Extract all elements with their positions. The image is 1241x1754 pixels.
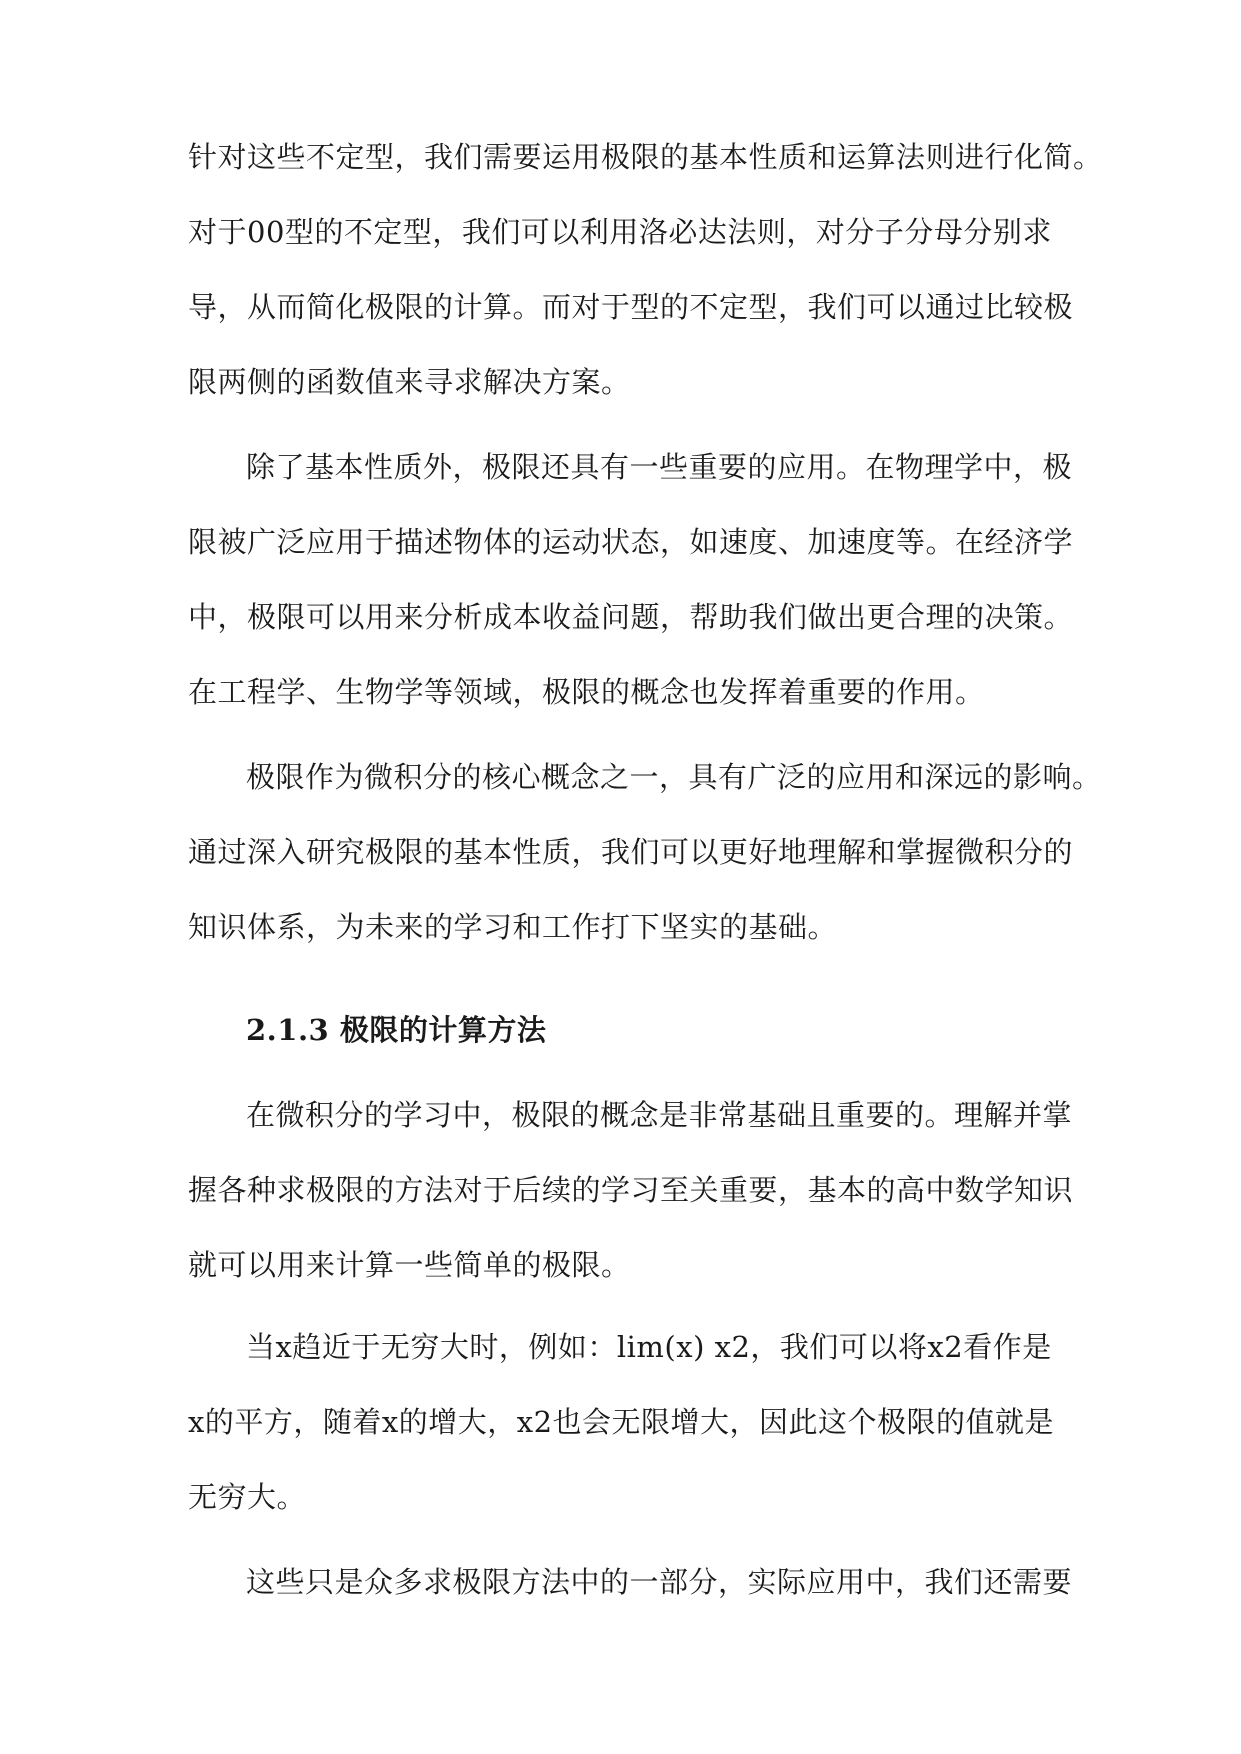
paragraph-line: 无穷大。 xyxy=(188,1480,307,1514)
paragraph-line: 当x趋近于无穷大时，例如：lim(x) x2，我们可以将x2看作是 xyxy=(246,1330,1052,1364)
paragraph-line: 就可以用来计算一些简单的极限。 xyxy=(188,1248,631,1282)
paragraph-line: 知识体系，为未来的学习和工作打下坚实的基础。 xyxy=(188,910,838,944)
paragraph-line: 针对这些不定型，我们需要运用极限的基本性质和运算法则进行化简。 xyxy=(188,140,1103,174)
paragraph-line: 在微积分的学习中，极限的概念是非常基础且重要的。理解并掌 xyxy=(246,1098,1073,1132)
paragraph-line: 极限作为微积分的核心概念之一，具有广泛的应用和深远的影响。 xyxy=(246,760,1102,794)
section-heading: 2.1.3 极限的计算方法 xyxy=(246,1013,547,1047)
paragraph-line: 对于00型的不定型，我们可以利用洛必达法则，对分子分母分别求 xyxy=(188,215,1052,249)
paragraph-line: 限两侧的函数值来寻求解决方案。 xyxy=(188,365,631,399)
paragraph-line: 除了基本性质外，极限还具有一些重要的应用。在物理学中，极 xyxy=(246,450,1073,484)
paragraph-line: 在工程学、生物学等领域，极限的概念也发挥着重要的作用。 xyxy=(188,675,985,709)
paragraph-line: x的平方，随着x的增大，x2也会无限增大，因此这个极限的值就是 xyxy=(188,1405,1055,1439)
paragraph-line: 握各种求极限的方法对于后续的学习至关重要，基本的高中数学知识 xyxy=(188,1173,1074,1207)
paragraph-line: 导，从而简化极限的计算。而对于型的不定型，我们可以通过比较极 xyxy=(188,290,1074,324)
paragraph-line: 中，极限可以用来分析成本收益问题，帮助我们做出更合理的决策。 xyxy=(188,600,1074,634)
paragraph-line: 通过深入研究极限的基本性质，我们可以更好地理解和掌握微积分的 xyxy=(188,835,1074,869)
paragraph-line: 限被广泛应用于描述物体的运动状态，如速度、加速度等。在经济学 xyxy=(188,525,1074,559)
paragraph-line: 这些只是众多求极限方法中的一部分，实际应用中，我们还需要 xyxy=(246,1565,1073,1599)
